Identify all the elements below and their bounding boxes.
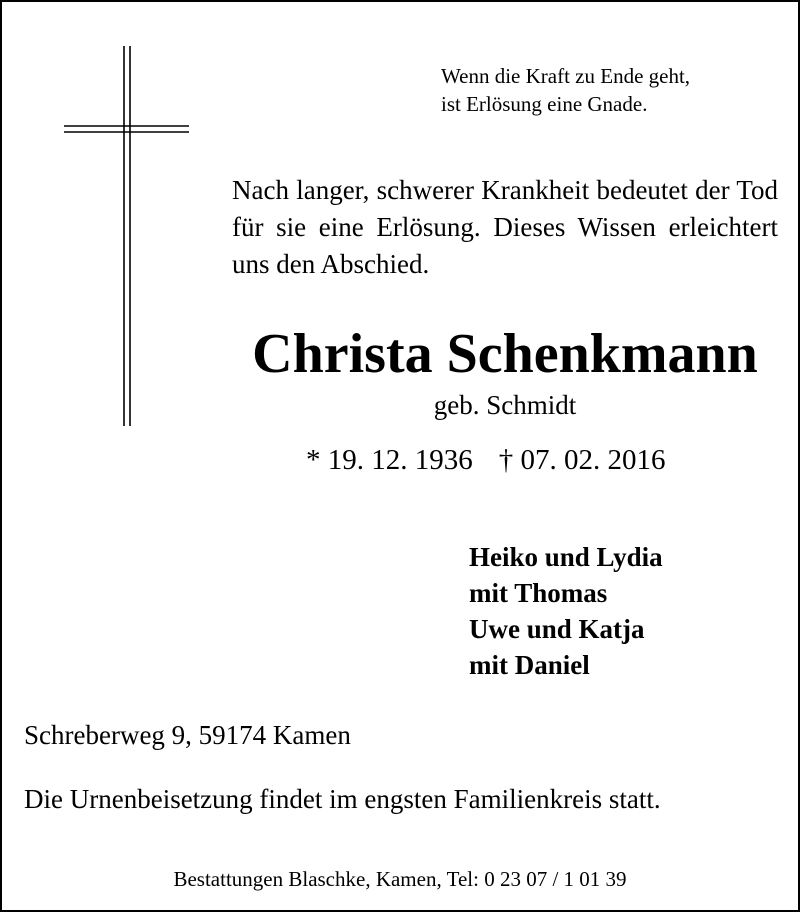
- intro-text: Nach langer, schwerer Krankheit bedeutet der Tod für sie eine Erlösung. Dieses Wissen erleichtert uns den Abschied.: [232, 175, 778, 279]
- address: Schreberweg 9, 59174 Kamen: [24, 720, 351, 750]
- deceased-name: Christa Schenkmann: [252, 323, 758, 385]
- motto-line-2: ist Erlösung eine Gnade.: [441, 92, 648, 116]
- cross-icon: [0, 0, 200, 440]
- life-dates: [306, 443, 666, 477]
- burial-notice: Die Urnenbeisetzung findet im engsten Familienkreis statt.: [24, 784, 661, 814]
- maiden-name: geb. Schmidt: [433, 390, 577, 420]
- birth-date: * 19. 12. 1936: [306, 444, 473, 476]
- death-date: † 07. 02. 2016: [498, 444, 666, 476]
- motto-line-1: Wenn die Kraft zu Ende geht,: [441, 64, 691, 88]
- family-member: Heiko und Lydia: [469, 542, 663, 572]
- family-member: Uwe und Katja: [469, 614, 645, 644]
- undertaker-contact: Bestattungen Blaschke, Kamen, Tel: 0 23 07 / 1 01 39: [173, 867, 627, 891]
- family-list: [469, 539, 663, 683]
- family-member: mit Daniel: [469, 650, 590, 680]
- motto: [441, 62, 690, 118]
- family-member: mit Thomas: [469, 578, 608, 608]
